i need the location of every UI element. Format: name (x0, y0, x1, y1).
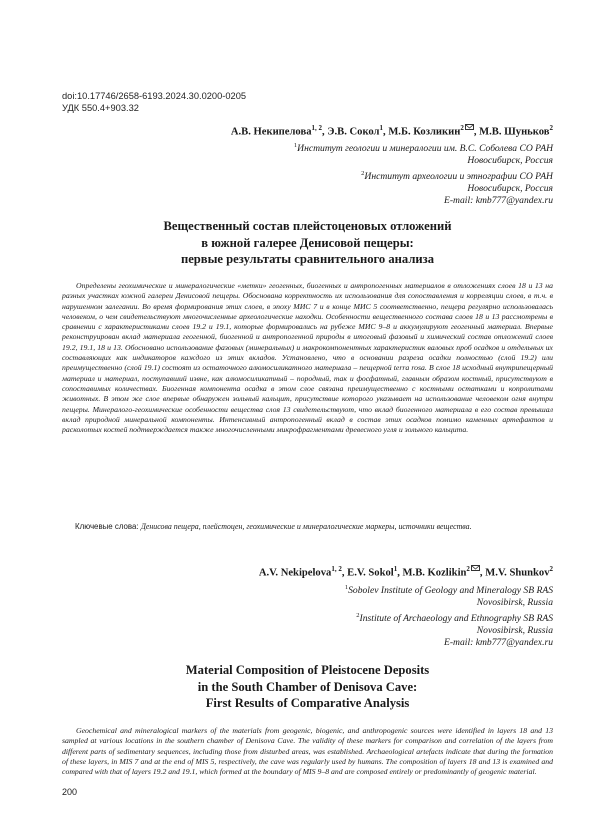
doi[interactable]: doi:10.17746/2658-6193.2024.30.0200-0205 (62, 91, 247, 101)
page-number: 200 (62, 787, 78, 797)
authors-ru: А.В. Некипелова$^{1, 2}$, Э.В. Сокол$^1$, М.Б. Козликин$^2$ , М.В. Шуньков$^2$ (230, 124, 553, 138)
author-name: М.В. Шуньков (479, 126, 550, 138)
title-en (62, 662, 553, 712)
title-ru (62, 218, 553, 268)
author-name: M.V. Shunkov (485, 567, 550, 579)
affil-institute: Институт археологии и этнографии СО РАН (364, 170, 553, 182)
author-sup: 2 (549, 124, 553, 132)
affiliations-ru (193, 140, 553, 207)
keywords-values: Денисова пещера, плейстоцен, геохимические и минералогические маркеры, источники вещества. (140, 522, 472, 531)
author-sup: 2 (549, 565, 553, 573)
envelope-icon (471, 565, 480, 571)
title-line: Material Composition of Pleistocene Deposits (185, 663, 430, 677)
authors-en: A.V. Nekipelova$^{1, 2}$, E.V. Sokol$^1$, M.B. Kozlikin$^2$ , M.V. Shunkov$^2$ (258, 565, 553, 579)
affil-institute: Institute of Archaeology and Ethnography SB RAS (359, 612, 553, 624)
author-sup: 1 (379, 124, 384, 132)
title-line: первые результаты сравнительного анализа (180, 252, 435, 266)
affil-city: Novosibirsk, Russia (476, 597, 553, 609)
affil-city: Новосибирск, Россия (467, 155, 553, 167)
author-name: А.В. Некипелова (230, 126, 312, 138)
author-sup: 2 (466, 565, 470, 573)
affiliations-en (193, 582, 553, 649)
author-sup: 2 (460, 124, 464, 132)
affil-institute: Sobolev Institute of Geology and Mineralogy SB RAS (348, 585, 553, 597)
email-en[interactable]: E-mail: kmb777@yandex.ru (444, 637, 553, 649)
affil-city: Novosibirsk, Russia (476, 624, 553, 636)
abstract-en: Geochemical and mineralogical markers of the materials from geogenic, biogenic, and anthropogenic sources were identified in layers 18 and 13 sampled at various locations in the southern chamber of Denisova Cave. The validity of these markers for comparison and correlation of the layers from different parts of sedimentary sequences, including those from disturbed areas, was established. Archaeological artefacts indicate that during the formation of these layers, in MIS 7 and at the end of MIS 5, respectively, the cave was regularly used by humans. The composition of layers 18 and 13 is examined and compared with that of layers 19.2 and 19.1, which formed at the boundary of MIS 9–8 and are composed entirely or predominantly of geogenic material. (62, 726, 553, 777)
author-name: E.V. Sokol (347, 567, 394, 579)
affil-institute: Институт геологии и минералогии им. В.С. Соболева СО РАН (297, 143, 553, 155)
author-name: M.B. Kozlikin (402, 567, 467, 579)
title-line: First Results of Comparative Analysis (205, 696, 410, 710)
affil-sup: 1 (293, 142, 298, 149)
affil-city: Новосибирск, Россия (467, 182, 553, 194)
author-sup: 1 (393, 565, 398, 573)
affil-sup: 2 (361, 169, 365, 177)
author-sup: 1, 2 (311, 124, 322, 132)
author-name: A.V. Nekipelova (258, 567, 332, 579)
title-line: in the South Chamber of Denisova Cave: (197, 679, 418, 694)
keywords-ru (75, 522, 553, 532)
affil-sup: 2 (356, 611, 360, 619)
keywords-label: Ключевые слова: (75, 522, 139, 531)
udc-code: УДК 550.4+903.32 (62, 103, 139, 113)
abstract-ru: Определены геохимические и минералогические «метки» геогенных, биогенных и антропогенных материалов в отложениях слоев 18 и 13 на разных участках южной галереи Денисовой пещеры. Обоснована корректность их использования для сопоставления и корреляции слоев, в т.ч. в нарушенном залегании. Во время формирования этих слоев, в эпоху МИС 7 и в конце МИС 5 соответственно, пещера регулярно использовалась человеком, о чем свидетельствуют многочисленные археологические находки. Особенности вещественного состава слоев 18 и 13 рассмотрены в сравнении с характеристиками слоев 19.2 и 19.1, которые формировались на рубеже МИС 9–8 и аккумулируют геогенный материал. Впервые реконструирован вклад материала геогенной, биогенной и антропогенной природы в итоговый фазовый и химический состав отложений слоев 19.2, 19.1, 18 и 13. Обосновано использование фазовых (минеральных) и макрокомпонентных характеристик валовых проб осадков и отдельных их составляющих как индикаторов каждого из этих вкладов. Установлено, что в основании разреза осадки полностью (слой 19.2) или преимущественно (слой 19.1) состоят из остаточного алюмосиликатного материала – пещерной terra rosa. В слое 18 исходный внутрипещерный материал и материал, поступавший извне, как алюмосиликатный – породный, так и фосфатный, главным образом костный, присутствуют в сопоставимых количествах. Биогенная компонента осадка в этом слое связана преимущественно с костными остатками и копролитами животных. В этом же слое впервые обнаружен зольный кальцит, присутствие которого указывает на использование человеком огня внутри пещеры. Минералого-геохимические особенности вещества слоя 13 свидетельствуют, что вклад биогенного материала в его состав превышал вклад природной минеральной компоненты. Интенсивный антропогенный вклад в состав этих осадков помимо каменных артефактов и расколотых костей подтверждается также многочисленными микрофрагментами древесного угля и зольного кальцита. (62, 281, 553, 435)
email-ru[interactable]: E-mail: kmb777@yandex.ru (444, 195, 553, 207)
affil-sup: 1 (344, 584, 349, 591)
author-sup: 1, 2 (331, 565, 342, 573)
title-line: в южной галерее Денисовой пещеры: (201, 235, 414, 250)
envelope-icon (465, 124, 474, 130)
author-name: М.Б. Козликин (388, 126, 461, 138)
title-line: Вещественный состав плейстоценовых отложений (163, 219, 452, 233)
author-name: Э.В. Сокол (327, 126, 380, 138)
